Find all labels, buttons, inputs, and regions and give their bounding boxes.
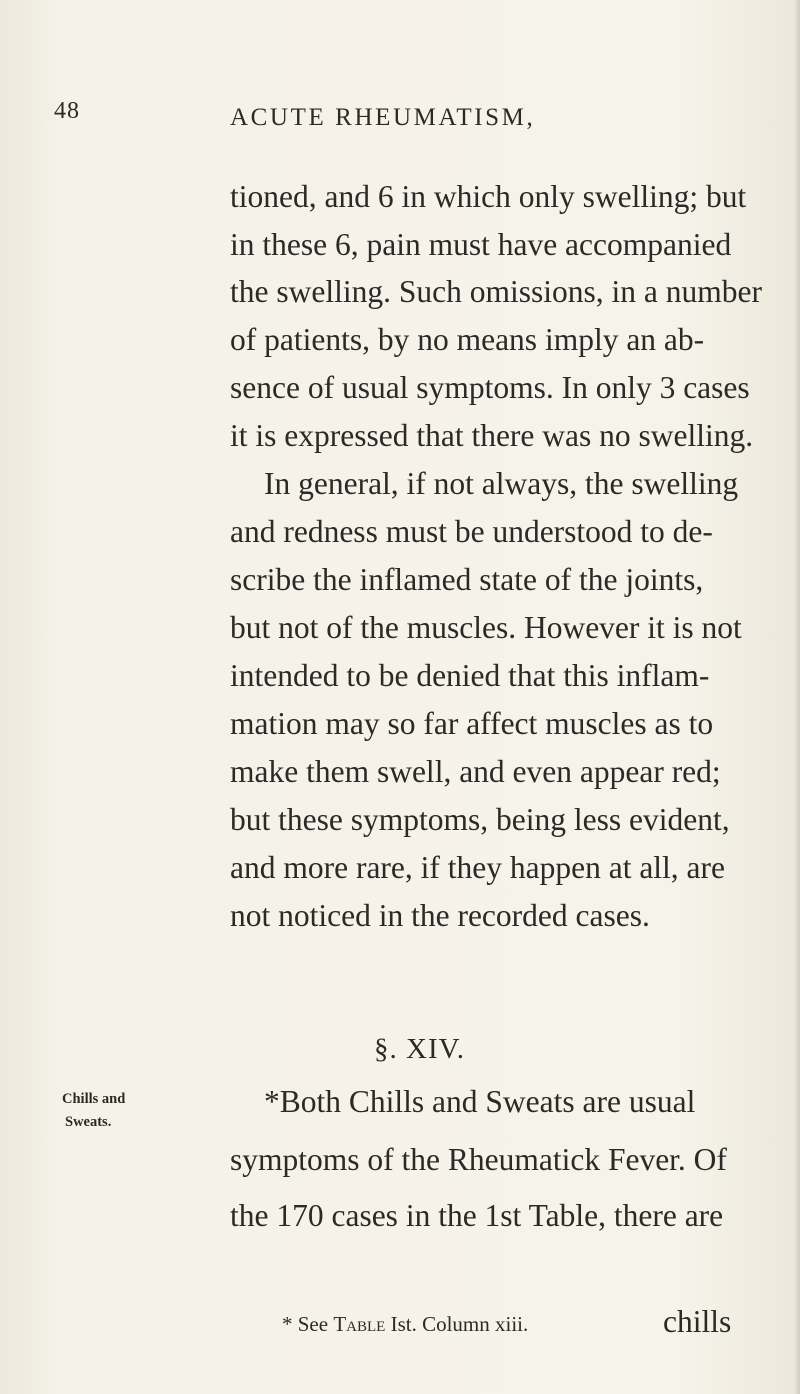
body-line: make them swell, and even appear red; xyxy=(230,754,721,789)
body-line: but these symptoms, being less evident, xyxy=(230,802,730,837)
body-line: it is expressed that there was no swelling. xyxy=(230,418,754,453)
footnote-table-word: Table xyxy=(333,1312,386,1336)
body-line: the swelling. Such omissions, in a number xyxy=(230,274,762,309)
running-head: ACUTE RHEUMATISM, xyxy=(230,104,536,131)
body-line: tioned, and 6 in which only swelling; but xyxy=(230,179,747,214)
margin-note-chills: Chills and xyxy=(62,1091,126,1107)
body-line: in these 6, pain must have accompanied xyxy=(230,227,732,262)
body-line: and redness must be understood to de- xyxy=(230,514,713,549)
section-line: symptoms of the Rheumatick Fever. Of xyxy=(230,1142,727,1177)
body-line: of patients, by no means imply an ab- xyxy=(230,322,705,357)
footnote-suffix: Ist. Column xiii. xyxy=(385,1312,529,1336)
body-line: sence of usual symptoms. In only 3 cases xyxy=(230,370,750,405)
body-line: mation may so far affect muscles as to xyxy=(230,706,714,741)
page-edge-shadow xyxy=(794,0,800,1394)
footnote-prefix: * See xyxy=(282,1312,334,1336)
body-line: intended to be denied that this inflam- xyxy=(230,658,710,693)
body-line: and more rare, if they happen at all, are xyxy=(230,850,726,885)
body-line: not noticed in the recorded cases. xyxy=(230,898,650,933)
page-number: 48 xyxy=(54,98,80,124)
catchword: chills xyxy=(663,1304,732,1339)
section-heading: §. XIV. xyxy=(374,1033,466,1065)
body-line: In general, if not always, the swelling xyxy=(264,466,739,501)
body-line: but not of the muscles. However it is not xyxy=(230,610,742,645)
body-line: scribe the inflamed state of the joints, xyxy=(230,562,704,597)
footnote xyxy=(282,1312,528,1337)
margin-note-sweats: Sweats. xyxy=(65,1114,112,1130)
section-line: *Both Chills and Sweats are usual xyxy=(264,1084,696,1119)
section-line: the 170 cases in the 1st Table, there are xyxy=(230,1198,724,1233)
